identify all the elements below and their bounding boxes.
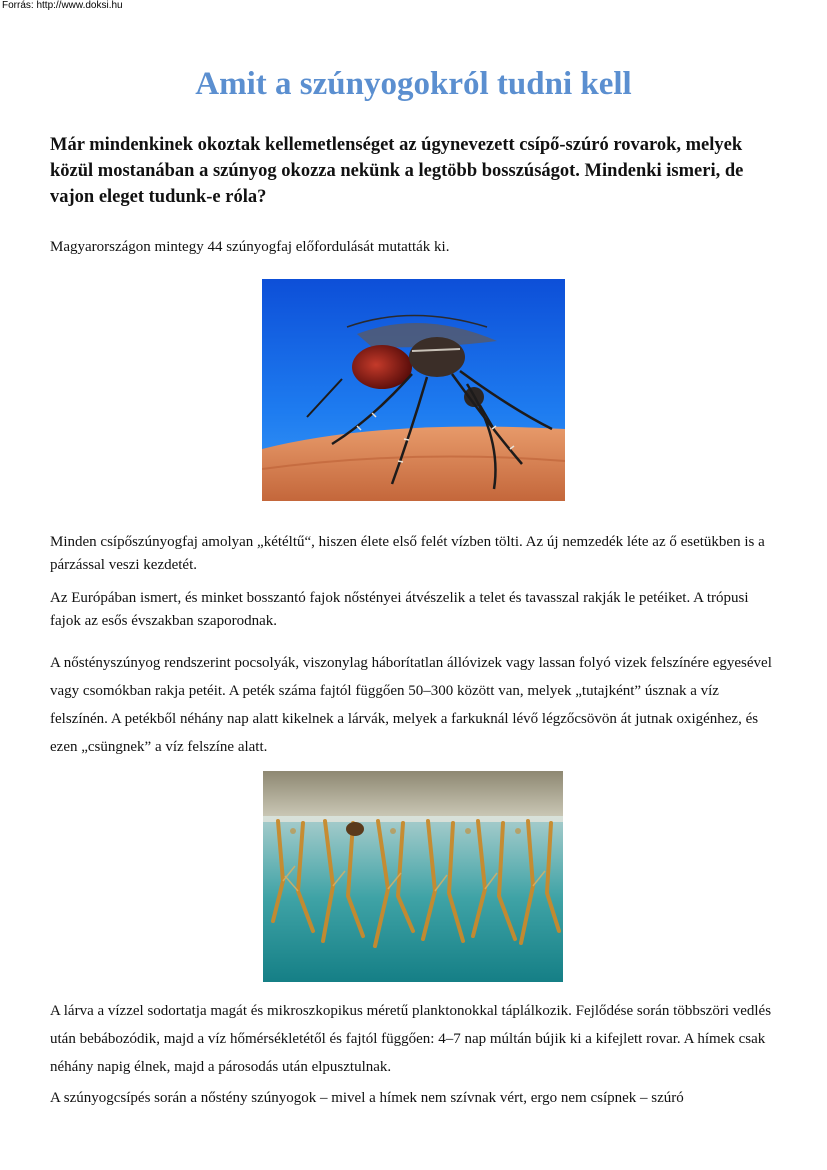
- paragraph-larva-development: A lárva a vízzel sodortatja magát és mikroszkopikus méretű planktonokkal táplálkozik. Fejlődése során többszöri vedlés után bebábozódik, majd a víz hőmérsékletétől és fajtól függően: 4–7 nap múltán bújik ki a kifejlett rovar. A hímek csak néhány napig élnek, majd a párosodás után elpusztulnak.: [50, 1003, 772, 1075]
- paragraph-eggs-larvae: A nőstényszúnyog rendszerint pocsolyák, viszonylag háborítatlan állóvizek vagy lassan folyó vizek felszínére egyesével vagy csomókban rakja petéit. A peték száma fajtól függően 50–300 között van, melyek „tutajként” úsznak a víz felszínén. A petékből néhány nap alatt kikelnek a lárvák, melyek a farkuknál lévő légzőcsövön át jutnak oxigénhez, és ezen „csüngnek” a víz felszíne alatt.: [50, 655, 772, 755]
- paragraph-reproduction: Az Európában ismert, és minket bosszantó fajok nőstényei átvészelik a telet és tavasszal rakják le petéiket. A trópusi fajok az esős évszakban szaporodnak.: [50, 590, 749, 629]
- article-lead: Már mindenkinek okoztak kellemetlenséget az úgynevezett csípő-szúró rovarok, melyek közül mostanában a szúnyog okozza nekünk a legtöbb bosszúságot. Mindenki ismeri, de vajon eleget tudunk-e róla?: [50, 135, 744, 207]
- paragraph-species-count: Magyarországon mintegy 44 szúnyogfaj előfordulását mutatták ki.: [50, 239, 450, 255]
- paragraph-bite: A szúnyogcsípés során a nőstény szúnyogok – mivel a hímek nem szívnak vért, ergo nem csípnek – szúró: [50, 1090, 684, 1106]
- larvae-photo: [263, 771, 563, 982]
- paragraph-amphibious: Minden csípőszúnyogfaj amolyan „kétéltű“, hiszen élete első felét vízben tölti. Az új nemzedék léte az ő esetükben is a párzással veszi kezdetét.: [50, 534, 765, 573]
- article-title: Amit a szúnyogokról tudni kell: [195, 66, 632, 102]
- source-link[interactable]: Forrás: http://www.doksi.hu: [2, 0, 123, 11]
- mosquito-photo: [262, 279, 565, 501]
